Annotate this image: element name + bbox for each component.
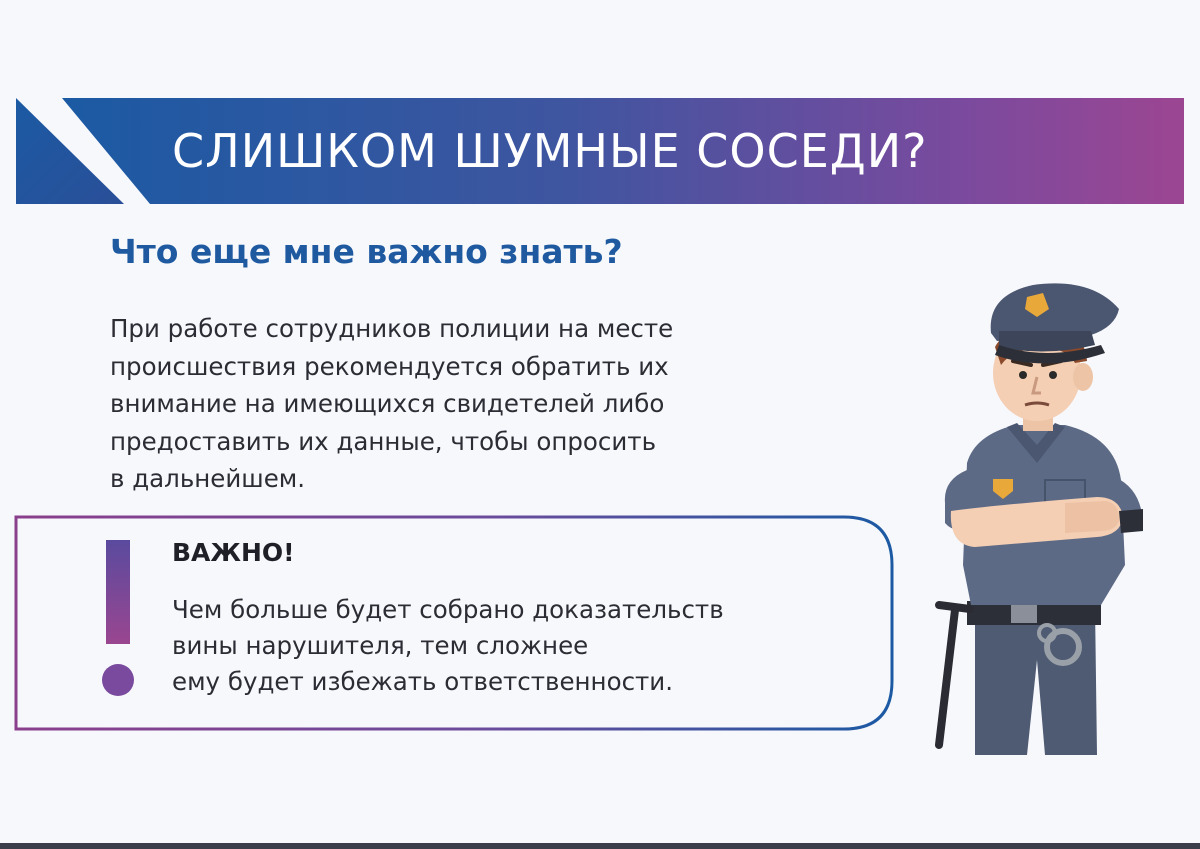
banner-title: СЛИШКОМ ШУМНЫЕ СОСЕДИ?	[172, 124, 928, 178]
section-subtitle: Что еще мне важно знать?	[110, 232, 623, 271]
body-line: При работе сотрудников полиции на месте	[110, 314, 674, 343]
police-officer-illustration	[915, 265, 1165, 760]
note-line: Чем больше будет собрано доказательств	[172, 595, 724, 624]
body-line: происшествия рекомендуется обратить их	[110, 351, 669, 381]
note-heading: ВАЖНО!	[172, 538, 295, 567]
body-line: предоставить их данные, чтобы опросить	[110, 426, 657, 456]
exclamation-icon	[96, 538, 140, 698]
body-line: в дальнейшем.	[110, 464, 306, 493]
body-paragraph	[110, 310, 850, 498]
page-bottom-border	[0, 843, 1200, 849]
note-text	[172, 592, 862, 700]
note-line: вины нарушителя, тем сложнее	[172, 631, 589, 660]
note-line: ему будет избежать ответственности.	[172, 667, 674, 696]
body-line: внимание на имеющихся свидетелей либо	[110, 389, 665, 418]
